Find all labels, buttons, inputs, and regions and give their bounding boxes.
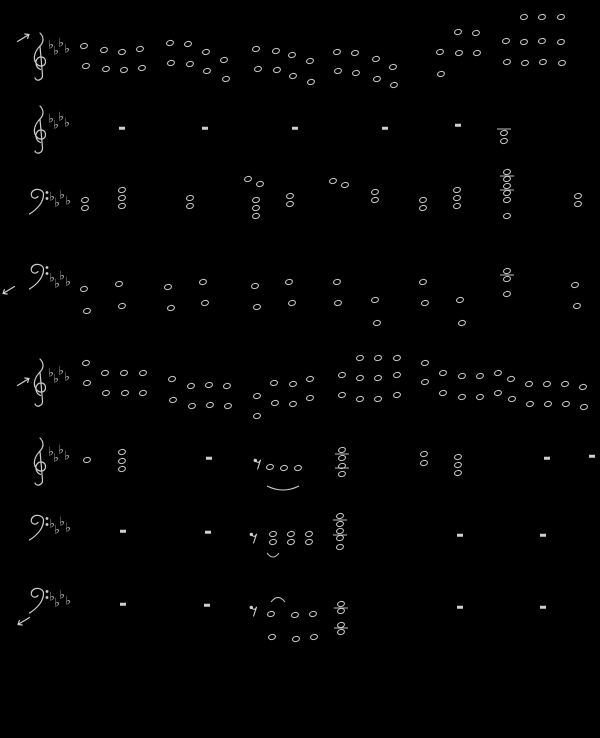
flat-sign: ♭: [59, 268, 65, 283]
flat-sign: ♭: [64, 41, 70, 56]
flat-sign: ♭: [49, 589, 55, 604]
flat-sign: ♭: [64, 448, 70, 463]
flat-sign: ♭: [48, 444, 54, 459]
flat-sign: ♭: [65, 274, 71, 289]
flat-sign: ♭: [58, 442, 64, 457]
flat-sign: ♭: [48, 37, 54, 52]
whole-note: [267, 633, 276, 641]
chord-note: [336, 628, 345, 636]
flat-sign: ♭: [53, 117, 59, 132]
flat-sign: ♭: [65, 193, 71, 208]
flat-sign: ♭: [64, 115, 70, 130]
flat-sign: ♭: [65, 593, 71, 608]
flat-sign: ♭: [59, 514, 65, 529]
flat-sign: ♭: [53, 43, 59, 58]
whole-note: [291, 635, 300, 643]
flat-sign: ♭: [54, 595, 60, 610]
flat-sign: ♭: [49, 189, 55, 204]
whole-note: [266, 610, 275, 618]
flat-sign: ♭: [54, 276, 60, 291]
flat-sign: ♭: [53, 371, 59, 386]
chord-note: [336, 607, 345, 615]
cursor-arrow-icon: [15, 616, 31, 628]
eighth-rest: [249, 604, 258, 617]
slur: [270, 594, 286, 604]
flat-sign: ♭: [59, 587, 65, 602]
whole-rest: [204, 604, 210, 607]
flat-sign: ♭: [54, 522, 60, 537]
flat-sign: ♭: [58, 35, 64, 50]
flat-sign: ♭: [54, 195, 60, 210]
flat-sign: ♭: [53, 450, 59, 465]
flat-sign: ♭: [58, 363, 64, 378]
whole-note: [308, 610, 317, 618]
flat-sign: ♭: [49, 516, 55, 531]
flat-sign: ♭: [58, 109, 64, 124]
whole-rest: [457, 606, 463, 609]
whole-rest: [540, 606, 546, 609]
whole-rest: [120, 603, 126, 606]
bass-clef-icon: [28, 585, 50, 615]
flat-sign: ♭: [59, 187, 65, 202]
flat-sign: ♭: [49, 270, 55, 285]
flat-sign: ♭: [48, 111, 54, 126]
flat-sign: ♭: [65, 520, 71, 535]
whole-note: [290, 611, 299, 619]
whole-note: [309, 633, 318, 641]
flat-sign: ♭: [64, 369, 70, 384]
flat-sign: ♭: [48, 365, 54, 380]
